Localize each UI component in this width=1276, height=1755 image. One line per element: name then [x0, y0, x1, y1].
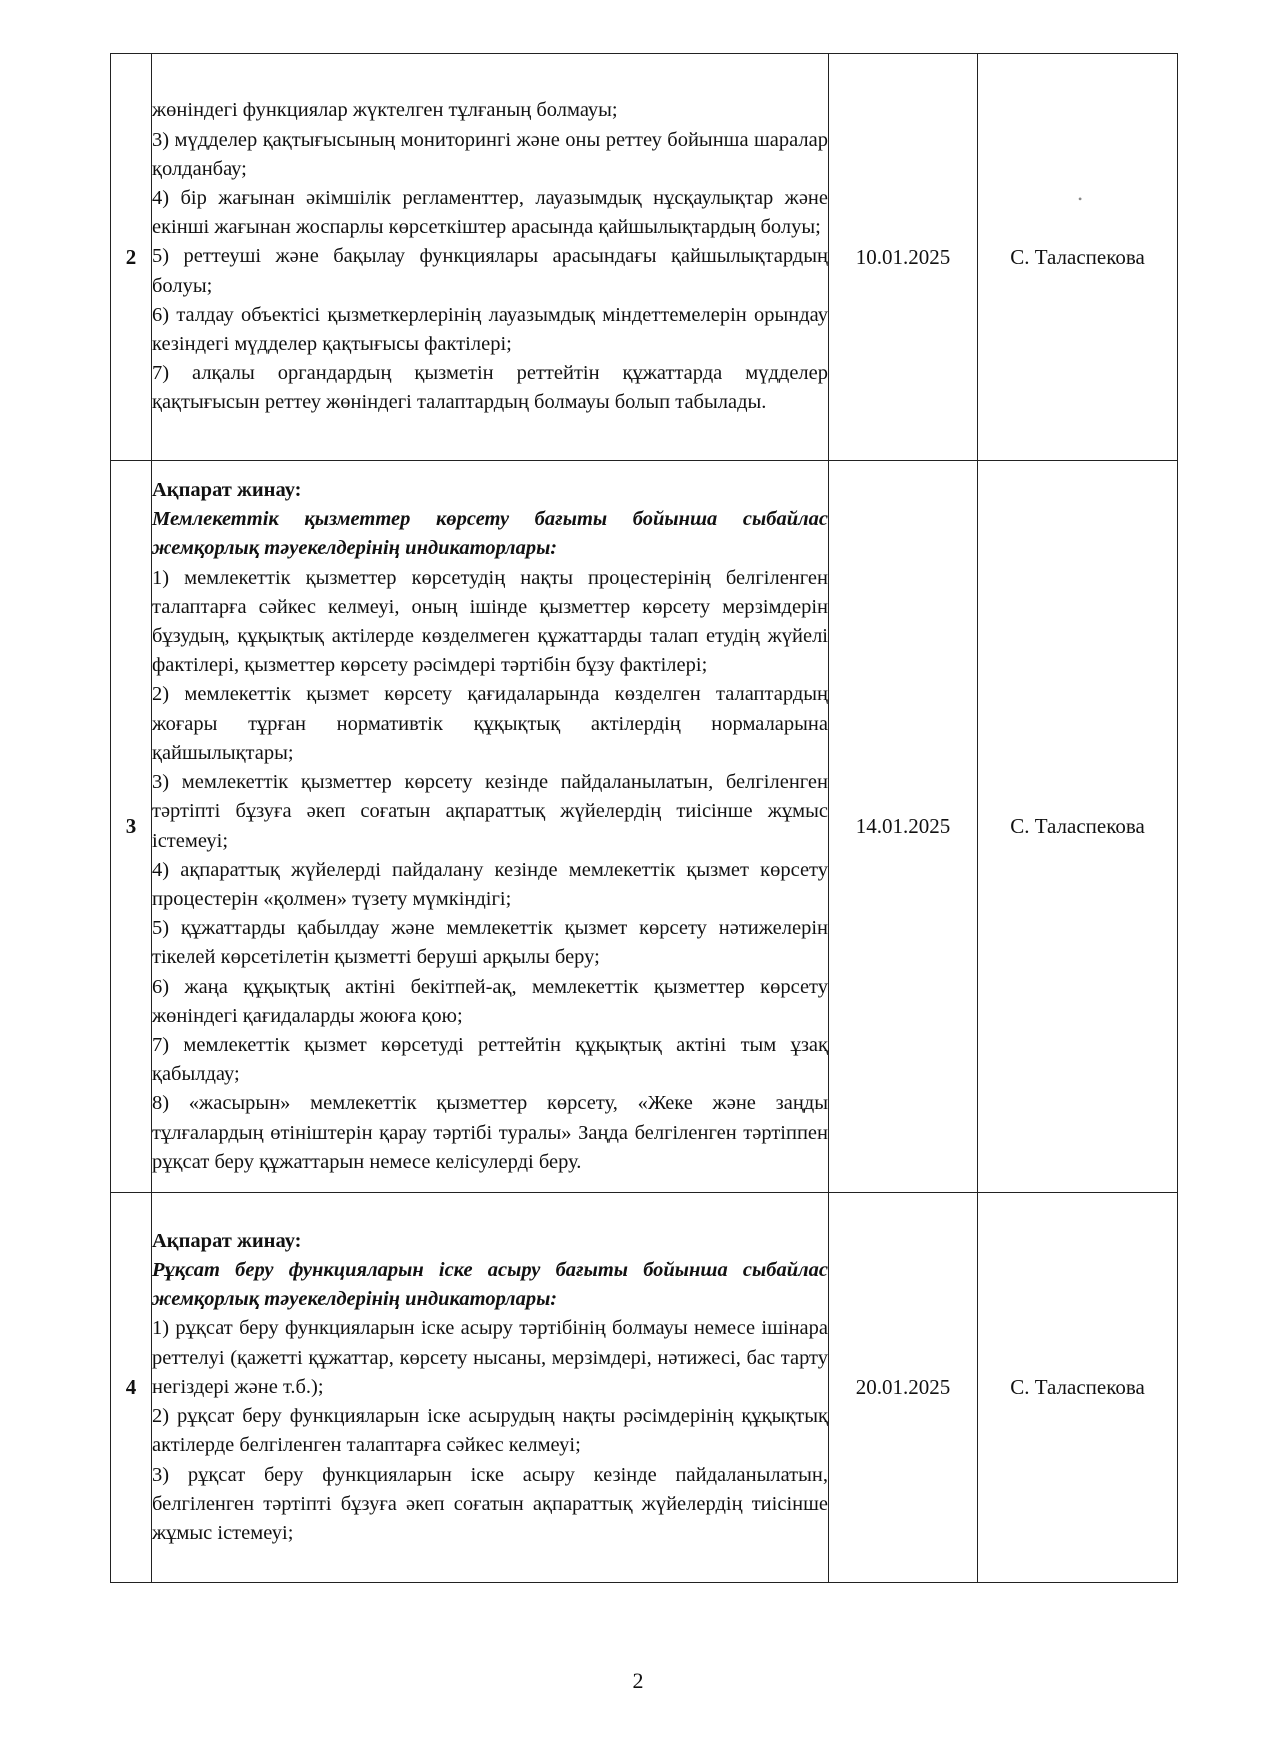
table-row [111, 461, 1178, 1193]
list-item: 7) мемлекеттік қызмет көрсетуді реттейтін құқықтық актіні тым ұзақ қабылдау; [152, 1033, 828, 1086]
row-responsible: С. Таласпекова [978, 1193, 1178, 1583]
row-responsible: С. Таласпекова [978, 54, 1178, 461]
row-subheading: Рұқсат беру функцияларын іске асыру бағыты бойынша сыбайлас жемқорлық тәуекелдерінің индикаторлары: [152, 1259, 828, 1311]
row-responsible: С. Таласпекова [978, 461, 1178, 1193]
list-item: 3) мемлекеттік қызметтер көрсету кезінде пайдаланылатын, белгіленген тәртіпті бұзуға әкеп соғатын ақпараттық жүйелердің тиісінше жұмыс істемеуі; [152, 771, 828, 852]
page-number: 2 [632, 1668, 644, 1693]
row-heading: Ақпарат жинау: [152, 479, 302, 502]
list-item: 7) алқалы органдардың қызметін реттейтін құжаттарда мүдделер қақтығысын реттеу жөніндегі талаптардың болмауы болып табылады. [152, 362, 828, 414]
list-item: 5) құжаттарды қабылдау және мемлекеттік қызмет көрсету нәтижелерін тікелей көрсетілетін қызметті беруші арқылы беру; [152, 917, 828, 969]
table-row [111, 54, 1178, 461]
row-number: 3 [111, 461, 152, 1193]
row-text [152, 476, 828, 1177]
row-content [152, 461, 829, 1193]
list-item: 6) талдау объектісі қызметкерлерінің лауазымдық міндеттемелерін орындау кезіндегі мүдделер қақтығысы фактілері; [152, 303, 828, 355]
list-item: 2) рұқсат беру функцияларын іске асырудың нақты рәсімдерінің құқықтық актілерде белгіленген талаптарға сәйкес келмеуі; [152, 1405, 828, 1457]
row-date: 20.01.2025 [829, 1193, 978, 1583]
list-item: 8) «жасырын» мемлекеттік қызметтер көрсету, «Жеке және заңды тұлғалардың өтініштерін қарау тәртібі туралы» Заңда белгіленген тәртіппен рұқсат беру құжаттарын немесе келісулерді беру. [152, 1092, 828, 1173]
row-content [152, 1193, 829, 1583]
list-item: жөніндегі функциялар жүктелген тұлғаның болмауы; [152, 99, 618, 122]
list-item: 4) бір жағынан әкімшілік регламенттер, лауазымдық нұсқаулықтар және екінші жағынан жоспарлы көрсеткіштер арасында қайшылықтардың болуы; [152, 186, 828, 239]
row-date: 10.01.2025 [829, 54, 978, 461]
list-item: 5) реттеуші және бақылау функциялары арасындағы қайшылықтардың болуы; [152, 245, 828, 297]
row-text [152, 96, 828, 417]
row-number: 2 [111, 54, 152, 461]
list-item: 1) мемлекеттік қызметтер көрсетудің нақты процестерінің белгіленген талаптарға сәйкес келмеуі, оның ішінде қызметтер көрсету мерзімдерін бұзудың, құқықтық актілерде көзделмеген құжаттарды талап етудің жүйелі фактілері, қызметтер көрсету рәсімдері тәртібін бұзу фактілері; [152, 566, 828, 677]
plan-table [110, 53, 1178, 1583]
list-item: 1) рұқсат беру функцияларын іске асыру тәртібінің болмауы немесе ішінара реттелуі (қажетті құжаттар, көрсету нысаны, мерзімдері, нәтижесі, бас тарту негіздері және т.б.); [152, 1317, 828, 1398]
list-item: 3) рұқсат беру функцияларын іске асыру кезінде пайдаланылатын, белгіленген тәртіпті бұзуға әкеп соғатын ақпараттық жүйелердің тиісінше жұмыс істемеуі; [152, 1463, 828, 1544]
list-item: 4) ақпараттық жүйелерді пайдалану кезінде мемлекеттік қызмет көрсету процестерін «қолмен» түзету мүмкіндігі; [152, 858, 828, 910]
row-number: 4 [111, 1193, 152, 1583]
row-heading: Ақпарат жинау: [152, 1229, 302, 1252]
list-item: 3) мүдделер қақтығысының мониторингі және оны реттеу бойынша шаралар қолданбау; [152, 128, 828, 180]
list-item: 2) мемлекеттік қызмет көрсету қағидаларында көзделген талаптардың жоғары тұрған нормативтік құқықтық актілердің нормаларына қайшылықтары; [152, 683, 828, 764]
row-text [152, 1227, 828, 1548]
row-content [152, 54, 829, 461]
row-date: 14.01.2025 [829, 461, 978, 1193]
row-subheading: Мемлекеттік қызметтер көрсету бағыты бойынша сыбайлас жемқорлық тәуекелдерінің индикаторлары: [152, 508, 828, 560]
list-item: 6) жаңа құқықтық актіні бекітпей-ақ, мемлекеттік қызметтер көрсету жөніндегі қағидаларды жоюға қою; [152, 975, 828, 1027]
table-row [111, 1193, 1178, 1583]
scan-speck: • [1078, 192, 1083, 206]
